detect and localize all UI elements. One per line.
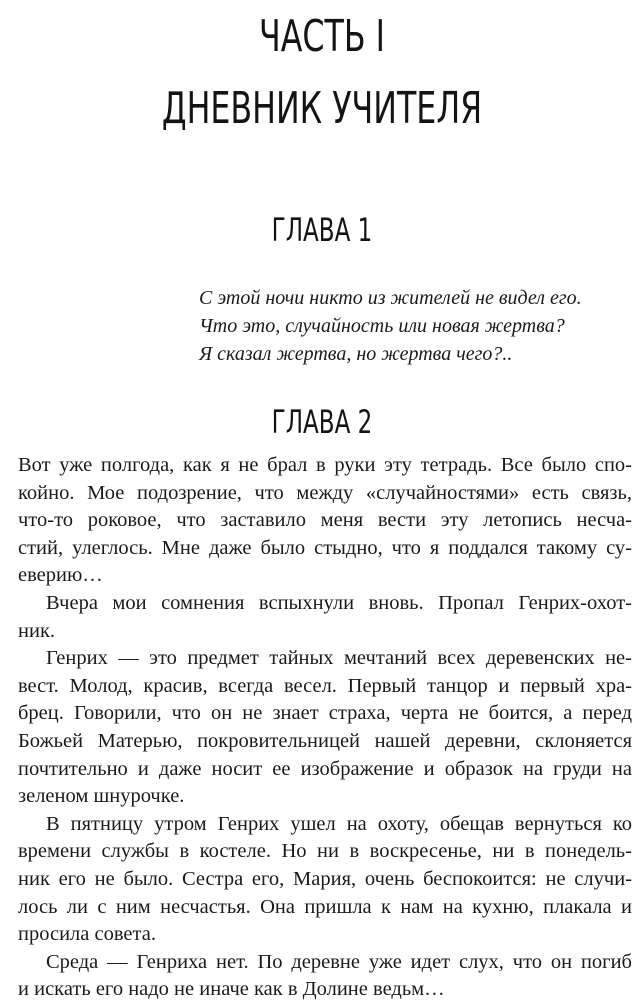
paragraph — [18, 949, 632, 1004]
text-line: Вот уже полгода, как я не брал в руки эту тетрадь. Все было спо- — [18, 454, 632, 476]
epigraph — [199, 284, 639, 368]
part-title: ЧАСТЬ I — [258, 11, 385, 62]
chapter-2-body — [18, 452, 632, 1004]
text-line: ник. — [18, 619, 56, 642]
text-line: Вчера мои сомнения вспыхнули вновь. Пропал Генрих-охот- — [46, 591, 632, 614]
epigraph-line: Что это, случайность или новая жертва? — [199, 315, 565, 337]
text-line: времени службы в костеле. Но ни в воскресенье, ни в понедель- — [18, 840, 632, 863]
paragraph — [18, 452, 632, 590]
text-line: В пятницу утром Генрих ушел на охоту, обещав вернуться ко — [46, 812, 632, 835]
text-line: вест. Молод, красив, всегда весел. Первый танцор и первый хра- — [18, 674, 632, 697]
text-line: Среда — Генриха нет. По деревне уже идет слух, что он погиб — [46, 950, 632, 973]
paragraph — [18, 645, 632, 811]
paragraph — [18, 811, 632, 949]
chapter-1-heading: ГЛАВА 1 — [271, 211, 373, 249]
text-line: лось ли с ним несчастья. Она пришла к нам на кухню, плакала и — [18, 895, 632, 918]
text-line: что-то роковое, что заставило меня вести эту летопись несча- — [18, 509, 632, 532]
epigraph-line: Я сказал жертва, но жертва чего?.. — [199, 343, 513, 365]
epigraph-line: С этой ночи никто из жителей не видел его. — [199, 287, 582, 309]
book-title: ДНЕВНИК УЧИТЕЛЯ — [161, 83, 483, 134]
text-line: еверию… — [18, 564, 103, 587]
text-line: Генрих — это предмет тайных мечтаний всех деревенских не- — [46, 647, 632, 670]
text-line: почтительно и даже носит ее изображение и образок на груди на — [18, 757, 632, 780]
text-line: брец. Говорили, что он не знает страха, черта не боится, а перед — [18, 702, 632, 725]
text-line: Божьей Матерью, покровительницей нашей деревни, склоняется — [18, 729, 632, 752]
chapter-2-heading: ГЛАВА 2 — [271, 403, 373, 441]
paragraph — [18, 590, 632, 645]
text-line: койно. Мое подозрение, что между «случайностями» есть связь, — [18, 481, 632, 504]
text-line: стий, улеглось. Мне даже было стыдно, что я поддался такому су- — [18, 536, 632, 559]
text-line: просила совета. — [18, 923, 156, 946]
text-line: зеленом шнурочке. — [18, 785, 185, 808]
text-line: и искать его надо не иначе как в Долине ведьм… — [18, 978, 445, 1001]
text-line: ник его не было. Сестра его, Мария, очень беспокоится: не случи- — [18, 867, 632, 890]
